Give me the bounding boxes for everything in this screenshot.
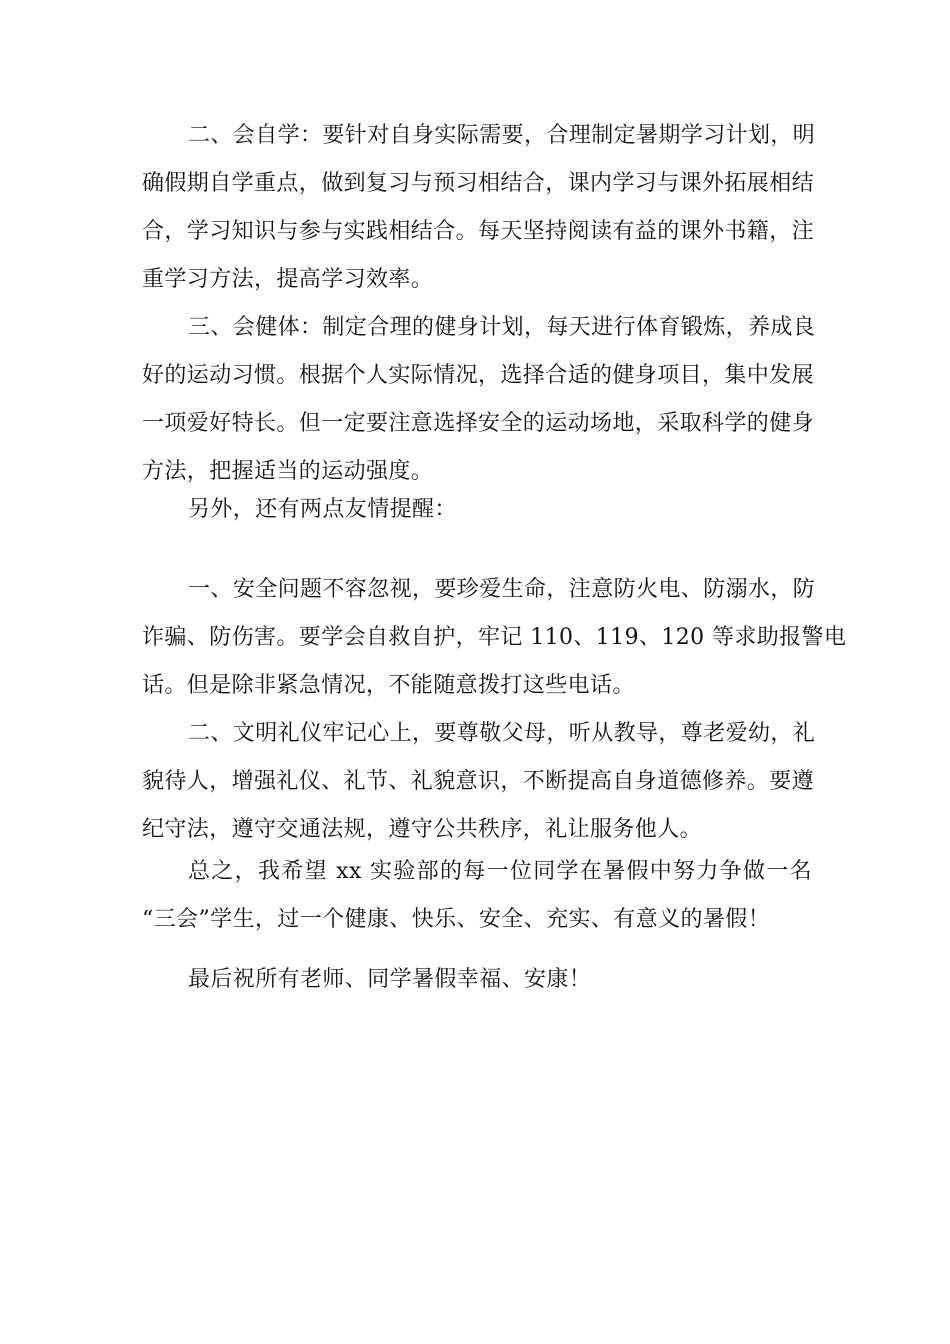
text-line: 合，学习知识与参与实践相结合。每天坚持阅读有益的课外书籍，注 [142, 219, 815, 244]
paragraph-self-study [142, 112, 816, 304]
text-line: 二、会自学：要针对自身实际需要，合理制定暑期学习计划，明 [188, 123, 816, 148]
text-line: “三会”学生，过一个健康、快乐、安全、充实、有意义的暑假！ [142, 907, 771, 932]
text-line: 三、会健体：制定合理的健身计划，每天进行体育锻炼，养成良 [188, 315, 816, 340]
paragraph-etiquette [142, 710, 816, 854]
paragraph-conclusion [142, 848, 812, 944]
text-line: 方法，把握适当的运动强度。 [142, 459, 434, 484]
paragraph-reminders-intro [142, 486, 812, 534]
text-line: 诈骗、防伤害。要学会自救自护，牢记 110、119、120 等求助报警电 [142, 625, 847, 650]
text-line: 好的运动习惯。根据个人实际情况，选择合适的健身项目，集中发展 [142, 363, 815, 388]
text-line: 貌待人，增强礼仪、礼节、礼貌意识，不断提高自身道德修养。要遵 [142, 769, 815, 794]
paragraph-safety [142, 566, 847, 710]
text-line: 重学习方法，提高学习效率。 [142, 267, 434, 292]
text-line: 一、安全问题不容忽视，要珍爱生命，注意防火电、防溺水，防 [188, 577, 816, 602]
paragraph-fitness [142, 304, 816, 496]
text-line: 纪守法，遵守交通法规，遵守公共秩序，礼让服务他人。 [142, 817, 703, 842]
text-line: 确假期自学重点，做到复习与预习相结合，课内学习与课外拓展相结 [142, 171, 815, 196]
text-line: 话。但是除非紧急情况，不能随意拨打这些电话。 [142, 673, 635, 698]
text-line: 二、文明礼仪牢记心上，要尊敬父母，听从教导，尊老爱幼，礼 [188, 721, 816, 746]
paragraph-closing-wishes [142, 956, 812, 1004]
text-line: 一项爱好特长。但一定要注意选择安全的运动场地，采取科学的健身 [142, 411, 815, 436]
text-line: 另外，还有两点友情提醒： [188, 497, 457, 522]
text-line: 总之，我希望 xx 实验部的每一位同学在暑假中努力争做一名 [188, 859, 812, 884]
text-line: 最后祝所有老师、同学暑假幸福、安康！ [188, 967, 592, 992]
